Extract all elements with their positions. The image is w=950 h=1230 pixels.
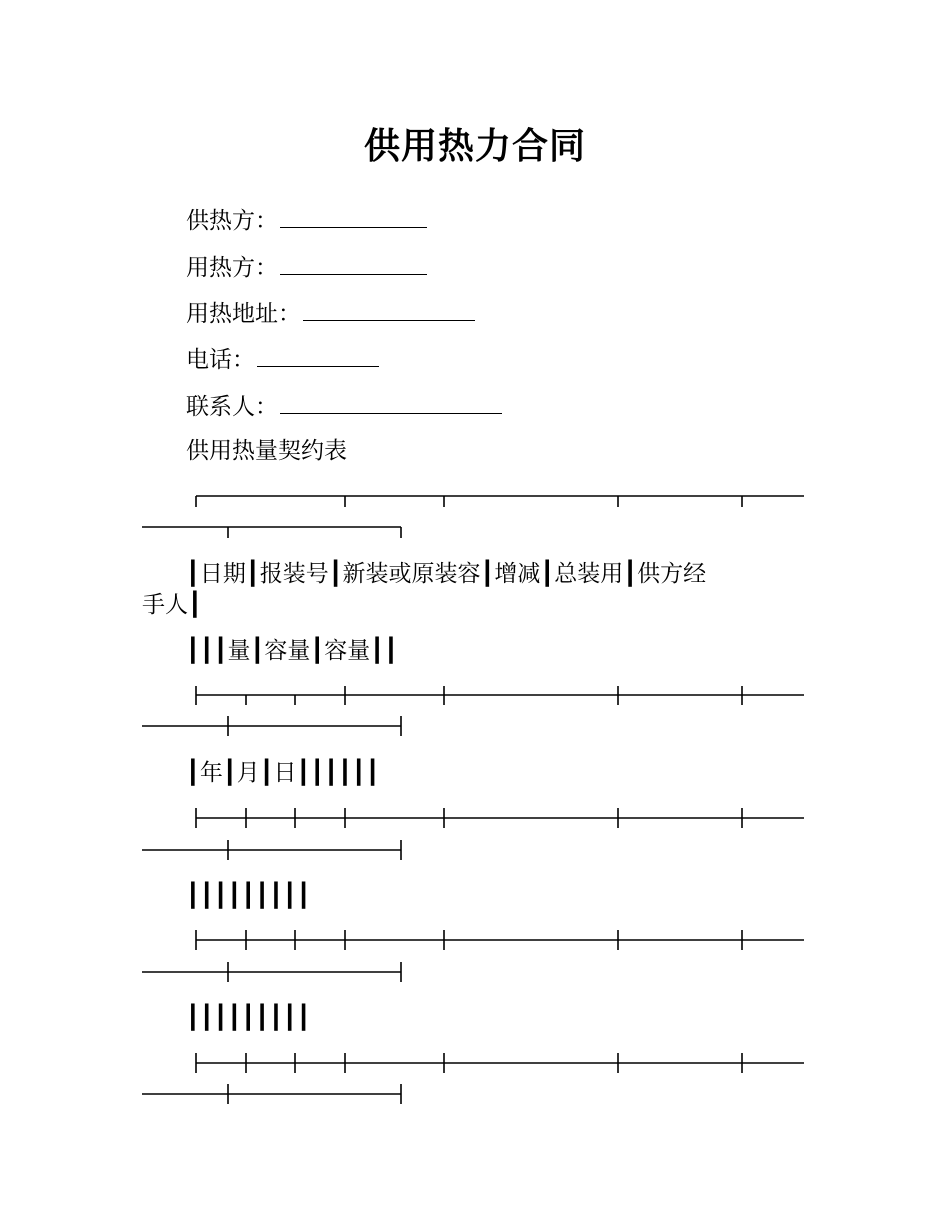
- field-label: 用热地址：: [186, 301, 301, 327]
- field-label: 用热方：: [186, 255, 278, 281]
- table-blank-row-2: ┃┃┃┃┃┃┃┃┃: [186, 1005, 311, 1031]
- document-title: 供用热力合同: [363, 126, 586, 167]
- field-label: 供热方：: [186, 208, 278, 234]
- field-label: 联系人：: [186, 394, 278, 420]
- table-separator-1: [142, 686, 804, 736]
- table-separator-3: [142, 930, 804, 982]
- table-top-border: [142, 496, 804, 538]
- table-blank-row-1: ┃┃┃┃┃┃┃┃┃: [186, 883, 311, 909]
- table-header-row-1-continued: 手人┃: [142, 592, 202, 618]
- table-separator-4: [142, 1053, 804, 1104]
- table-date-row: ┃年┃月┃日┃┃┃┃┃┃: [186, 760, 380, 786]
- table-separator-2: [142, 808, 804, 860]
- table-caption: 供用热量契约表: [186, 438, 347, 464]
- table-header-row-1: ┃日期┃报装号┃新装或原装容┃增减┃总装用┃供方经: [186, 561, 707, 587]
- field-label: 电话：: [186, 347, 255, 373]
- table-header-row-2: ┃┃┃量┃容量┃容量┃┃: [186, 638, 398, 664]
